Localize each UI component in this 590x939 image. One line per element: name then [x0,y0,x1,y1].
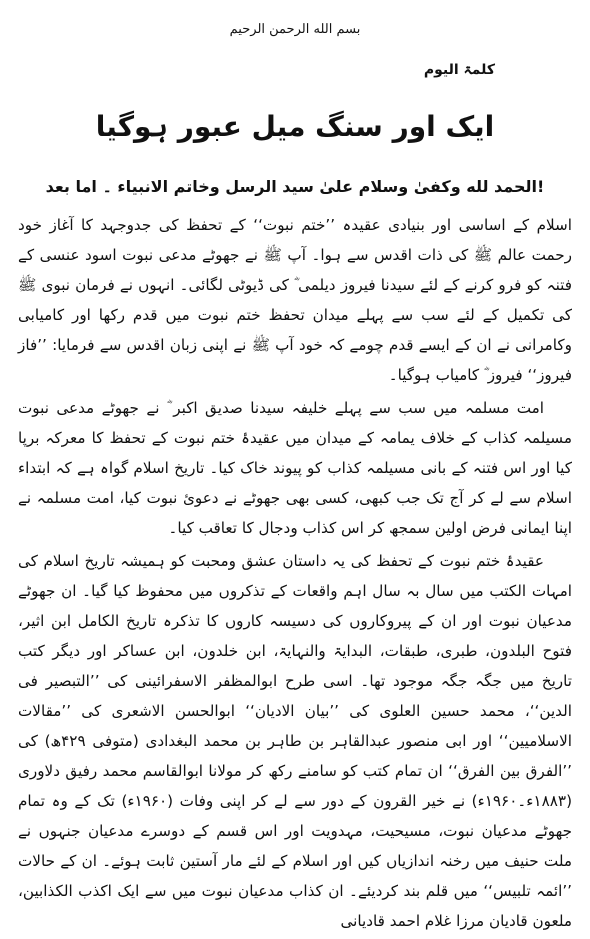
paragraph: عقیدۂ ختم نبوت کے تحفظ کی یہ داستان عشق ومحبت کو ہمیشہ تاریخ اسلام کی امہات الکتب میں سال بہ سال اہم واقعات کے تذکروں میں محفوظ کیا گیا۔ ان جھوٹے مدعیان نبوت اور ان کے پیروکاروں کی دسیسہ کاروں کا تذکرہ تاریخ الکامل ابن اثیر، فتوح البلدون، طبری، طبقات، البدایۃ والنہایۃ، ابن خلدون، ابن عساکر اور دیگر کتب تاریخ میں جگہ جگہ موجود تھا۔ اسی طرح ابوالمظفر الاسفرائینی کی ’’التبصیر فی الدین‘‘، محمد حسین العلوی کی ’’بیان الادیان‘‘ ابوالحسن الاشعری کی ’’مقالات الاسلامیین‘‘ اور ابی منصور عبدالقاہر بن طاہر بن محمد البغدادی (متوفی ۴۲۹ھ) کی ’’الفرق بین الفرق‘‘ ان تمام کتب کو سامنے رکھ کر مولانا ابوالقاسم محمد رفیق دلاوری (۱۸۸۳ء۔۱۹۶۰ء) نے خیر القرون کے دور سے لے کر اپنی وفات (۱۹۶۰ء) تک کے وہ تمام جھوٹے مدعیان نبوت، مسیحیت، مہدویت اور اس قسم کے دوسرے مدعیان جنہوں نے ملت حنیف میں رخنہ اندازیاں کیں اور اسلام کے لئے مار آستین ثابت ہوئے۔ ان کے حالات ’’ائمہ تلبیس‘‘ میں قلم بند کردیئے۔ ان کذاب مدعیان نبوت میں سے ایک اکذب الکذابین، ملعون قادیان مرزا غلام احمد قادیانی [18,552,572,930]
column-label: کلمۃ الیوم [423,62,495,78]
paragraph: اسلام کے اساسی اور بنیادی عقیدہ ’’ختم نبوت‘‘ کے تحفظ کی جدوجہد کا آغاز خود رحمت عالم ﷺ کی ذات اقدس سے ہوا۔ آپ ﷺ نے جھوٹے مدعی نبوت اسود عنسی کے فتنہ کو فرو کرنے کے لئے سیدنا فیروز دیلمی ؓ کی ڈیوٹی لگائی۔ انہوں نے فرمان نبوی ﷺ کی تکمیل کے لئے سب سے پہلے میدان تحفظ ختم نبوت میں قدم رکھا اور کامیابی وکامرانی نے ان کے ایسے قدم چومے کہ خود آپ ﷺ نے اپنی زبان اقدس سے فرمایا: ’’فاز فیروز‘‘ فیروز ؓ کامیاب ہوگیا۔ [18,216,572,384]
bismillah-heading: بسم الله الرحمن الرحيم [229,22,361,37]
article-title: ایک اور سنگ میل عبور ہوگیا [95,110,495,143]
paragraph: امت مسلمہ میں سب سے پہلے خلیفہ سیدنا صدیق اکبر ؓ نے جھوٹے مدعی نبوت مسیلمہ کذاب کے خلاف یمامہ کے میدان میں عقیدۂ ختم نبوت کے تحفظ کا معرکہ برپا کیا اور اس فتنہ کے بانی مسیلمہ کذاب کو پیوند خاک کیا۔ تاریخ اسلام گواہ ہے کہ ابتداء اسلام سے لے کر آج تک جب کبھی، کسی بھی جھوٹے نے دعویٔ نبوت کیا، امت مسلمہ نے اپنا ایمانی فرض اولین سمجھ کر اس کذاب ودجال کا تعاقب کیا۔ [18,399,572,537]
article-body [18,210,572,939]
opening-line: الحمد لله وکفیٰ وسلام علیٰ سید الرسل وخاتم الانبیاء ۔ اما بعد! [45,177,545,196]
